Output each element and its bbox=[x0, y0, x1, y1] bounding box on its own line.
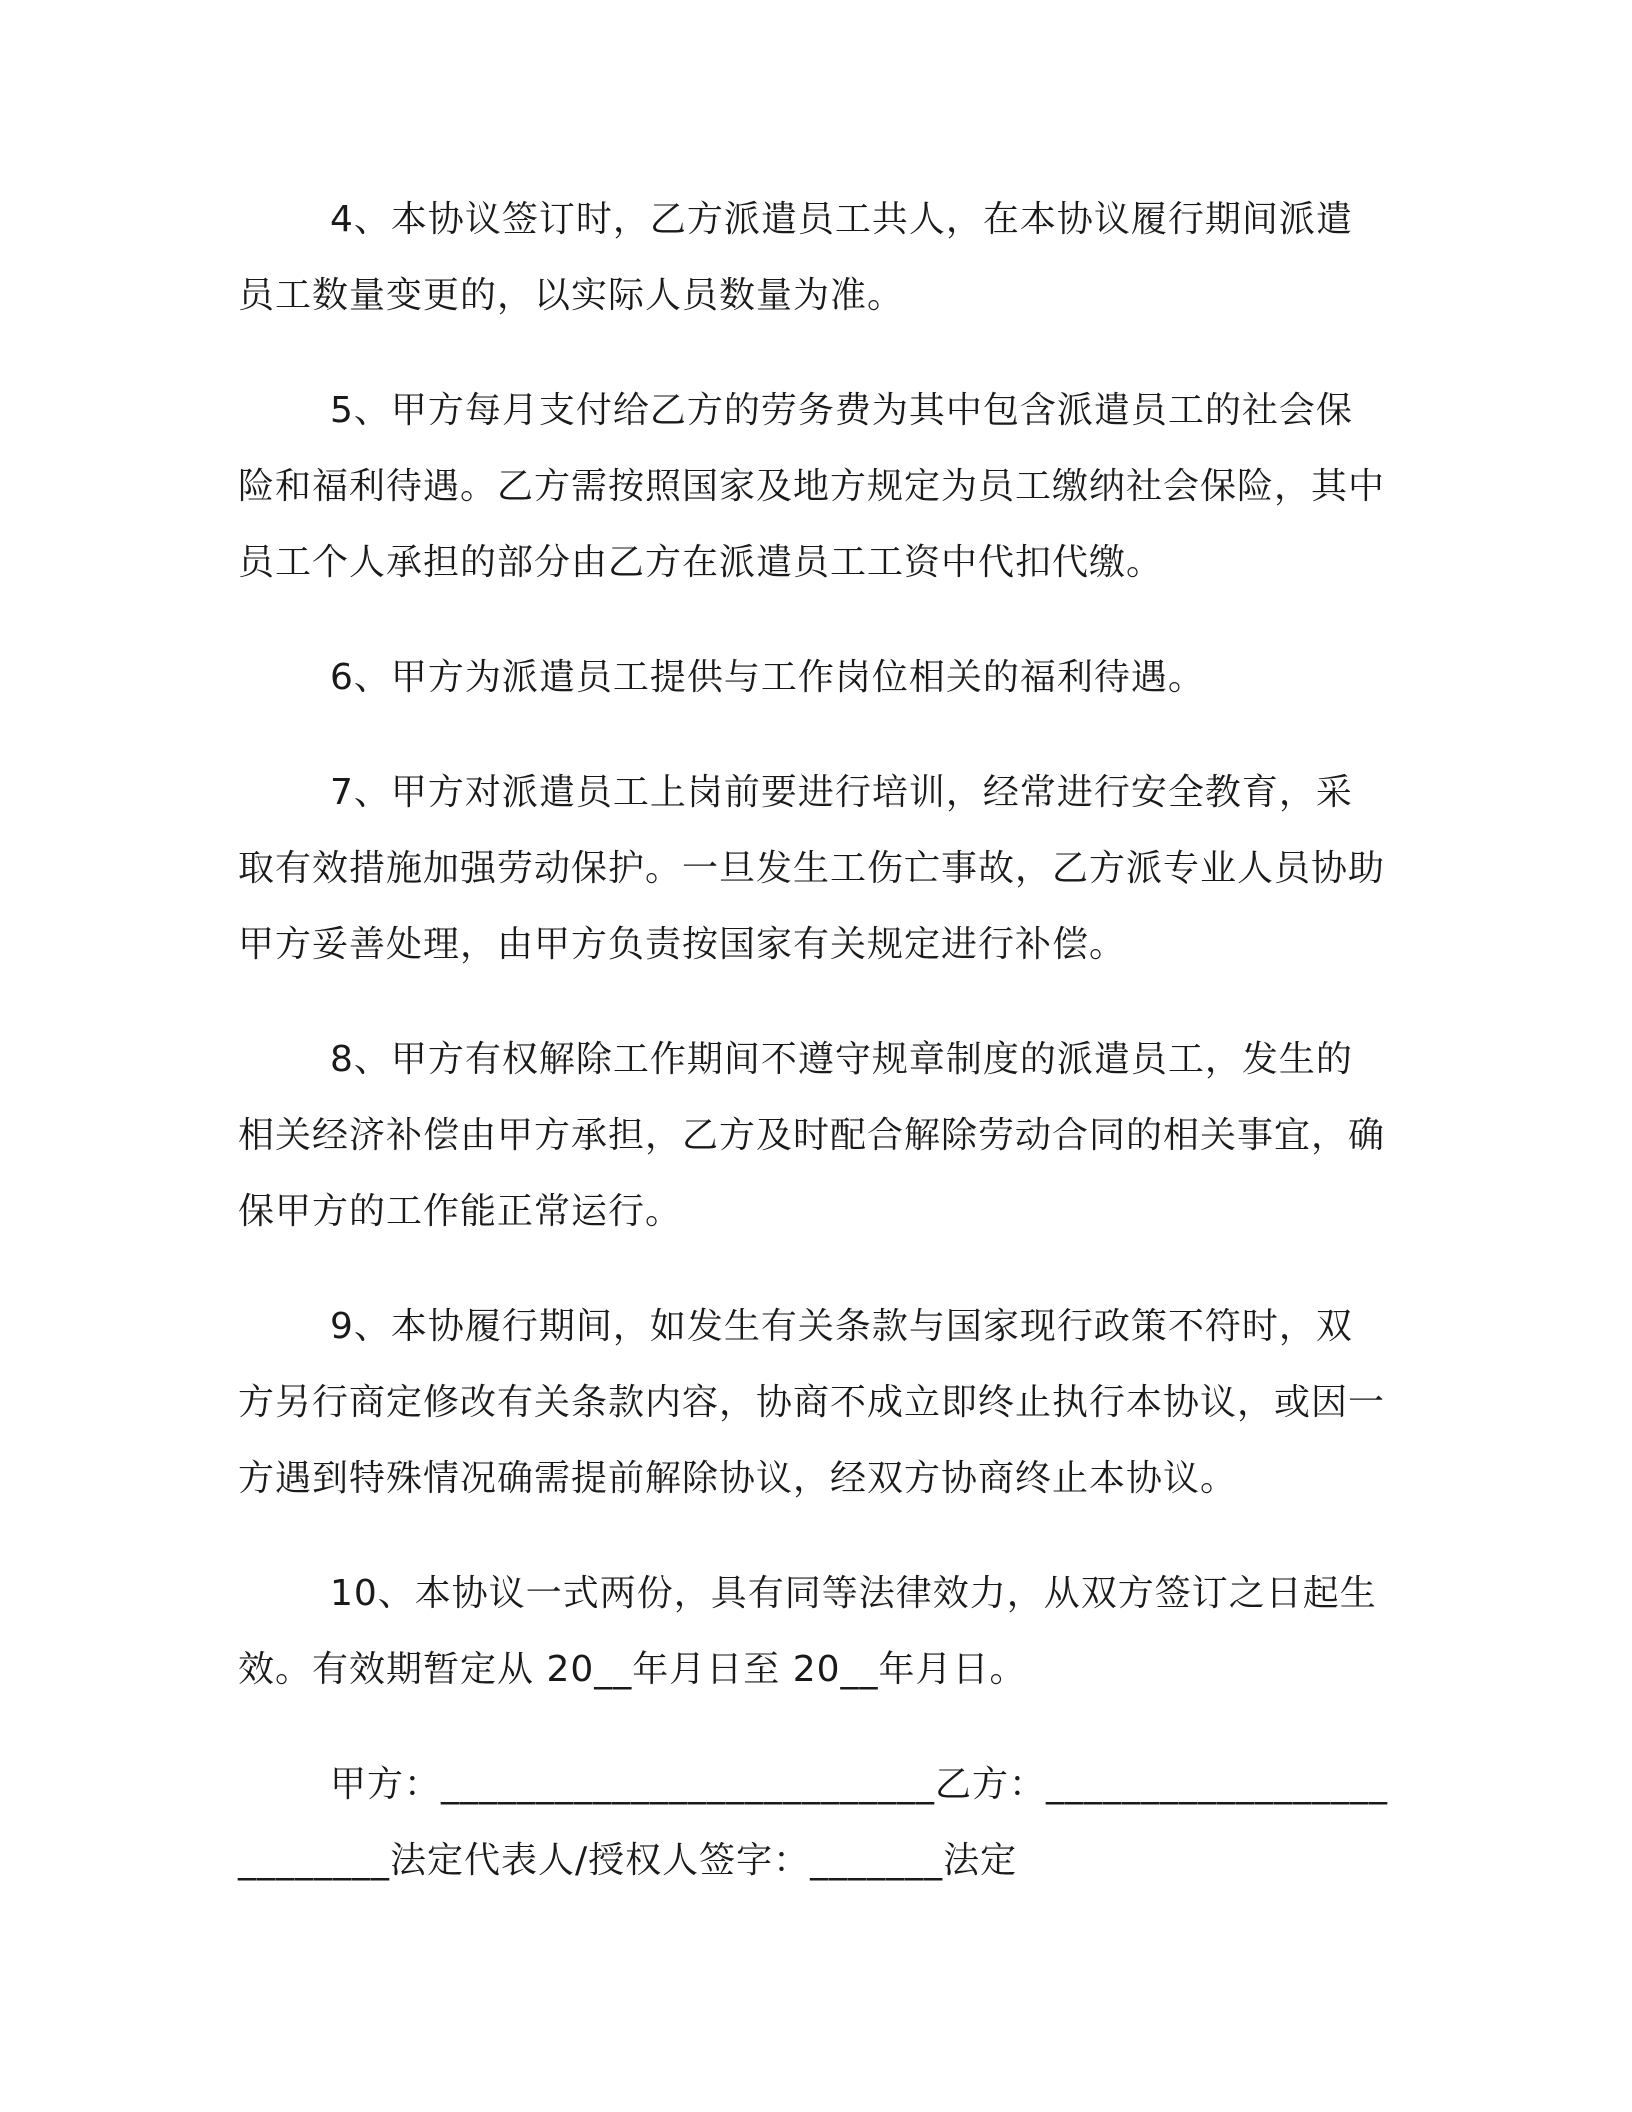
clause-4: 4、本协议签订时，乙方派遣员工共人，在本协议履行期间派遣员工数量变更的，以实际人员数量为准。 bbox=[238, 199, 1353, 316]
clause-7: 7、甲方对派遣员工上岗前要进行培训，经常进行安全教育，采取有效措施加强劳动保护。一旦发生工伤亡事故，乙方派专业人员协助甲方妥善处理，由甲方负责按国家有关规定进行补偿。 bbox=[238, 772, 1386, 965]
signature-line: 甲方：__________________________乙方：__________________________法定代表人/授权人签字：_______法定 bbox=[238, 1764, 1389, 1881]
clause-6: 6、甲方为派遣员工提供与工作岗位相关的福利待遇。 bbox=[330, 657, 1205, 698]
clause-8: 8、甲方有权解除工作期间不遵守规章制度的派遣员工，发生的相关经济补偿由甲方承担，乙方及时配合解除劳动合同的相关事宜，确保甲方的工作能正常运行。 bbox=[238, 1039, 1386, 1232]
clause-9: 9、本协履行期间，如发生有关条款与国家现行政策不符时，双方另行商定修改有关条款内容，协商不成立即终止执行本协议，或因一方遇到特殊情况确需提前解除协议，经双方协商终止本协议。 bbox=[238, 1306, 1386, 1499]
document-body bbox=[238, 182, 1388, 1899]
clause-5: 5、甲方每月支付给乙方的劳务费为其中包含派遣员工的社会保险和福利待遇。乙方需按照国家及地方规定为员工缴纳社会保险，其中员工个人承担的部分由乙方在派遣员工工资中代扣代缴。 bbox=[238, 390, 1386, 583]
clause-10: 10、本协议一式两份，具有同等法律效力，从双方签订之日起生效。有效期暂定从 20__年月日至 20__年月日。 bbox=[238, 1573, 1377, 1690]
